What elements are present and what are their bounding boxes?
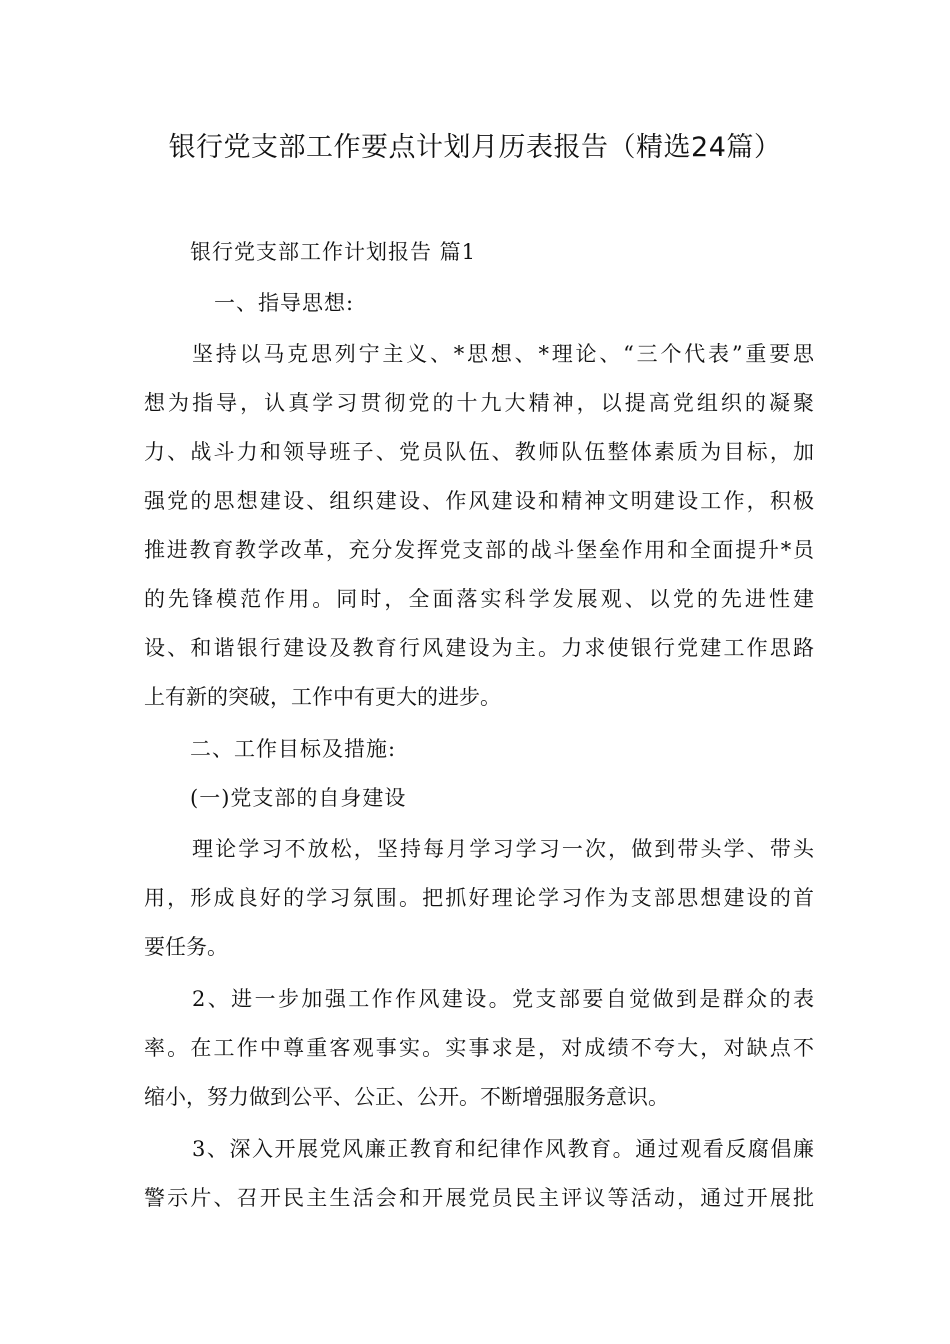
paragraph-line: 力、战斗力和领导班子、党员队伍、教师队伍整体素质为目标，加 [144, 440, 814, 464]
paragraph-line: 3、深入开展党风廉正教育和纪律作风教育。通过观看反腐倡廉 [192, 1137, 814, 1161]
document-title: 银行党支部工作要点计划月历表报告（精选24篇） [168, 132, 782, 163]
heading-guiding-ideology: 一、指导思想: [214, 291, 355, 315]
paragraph-line: 上有新的突破，工作中有更大的进步。 [144, 685, 501, 709]
paragraph-line: 推进教育教学改革，充分发挥党支部的战斗堡垒作用和全面提升*员 [144, 538, 814, 562]
paragraph-line: 缩小，努力做到公平、公正、公开。不断增强服务意识。 [144, 1085, 669, 1109]
paragraph-line: 的先锋模范作用。同时，全面落实科学发展观、以党的先进性建 [144, 587, 814, 611]
paragraph-line: 想为指导，认真学习贯彻党的十九大精神，以提高党组织的凝聚 [144, 391, 814, 415]
paragraph-line: 警示片、召开民主生活会和开展党员民主评议等活动，通过开展批 [144, 1186, 814, 1210]
paragraph-line: 设、和谐银行建设及教育行风建设为主。力求使银行党建工作思路 [144, 636, 814, 660]
paragraph-line: 坚持以马克思列宁主义、*思想、*理论、“三个代表”重要思 [192, 342, 814, 366]
sub-heading-self-building: (一)党支部的自身建设 [190, 786, 407, 810]
paragraph-line: 强党的思想建设、组织建设、作风建设和精神文明建设工作，积极 [144, 489, 814, 513]
heading-goals-measures: 二、工作目标及措施: [190, 737, 397, 761]
paragraph-line: 理论学习不放松，坚持每月学习学习一次，做到带头学、带头 [192, 837, 814, 861]
paragraph-line: 用，形成良好的学习氛围。把抓好理论学习作为支部思想建设的首 [144, 886, 814, 910]
paragraph-line: 2、进一步加强工作作风建设。党支部要自觉做到是群众的表 [192, 987, 814, 1011]
section-heading: 银行党支部工作计划报告 篇1 [190, 240, 477, 264]
paragraph-line: 率。在工作中尊重客观事实。实事求是，对成绩不夸大，对缺点不 [144, 1036, 814, 1060]
paragraph-line: 要任务。 [144, 935, 228, 959]
